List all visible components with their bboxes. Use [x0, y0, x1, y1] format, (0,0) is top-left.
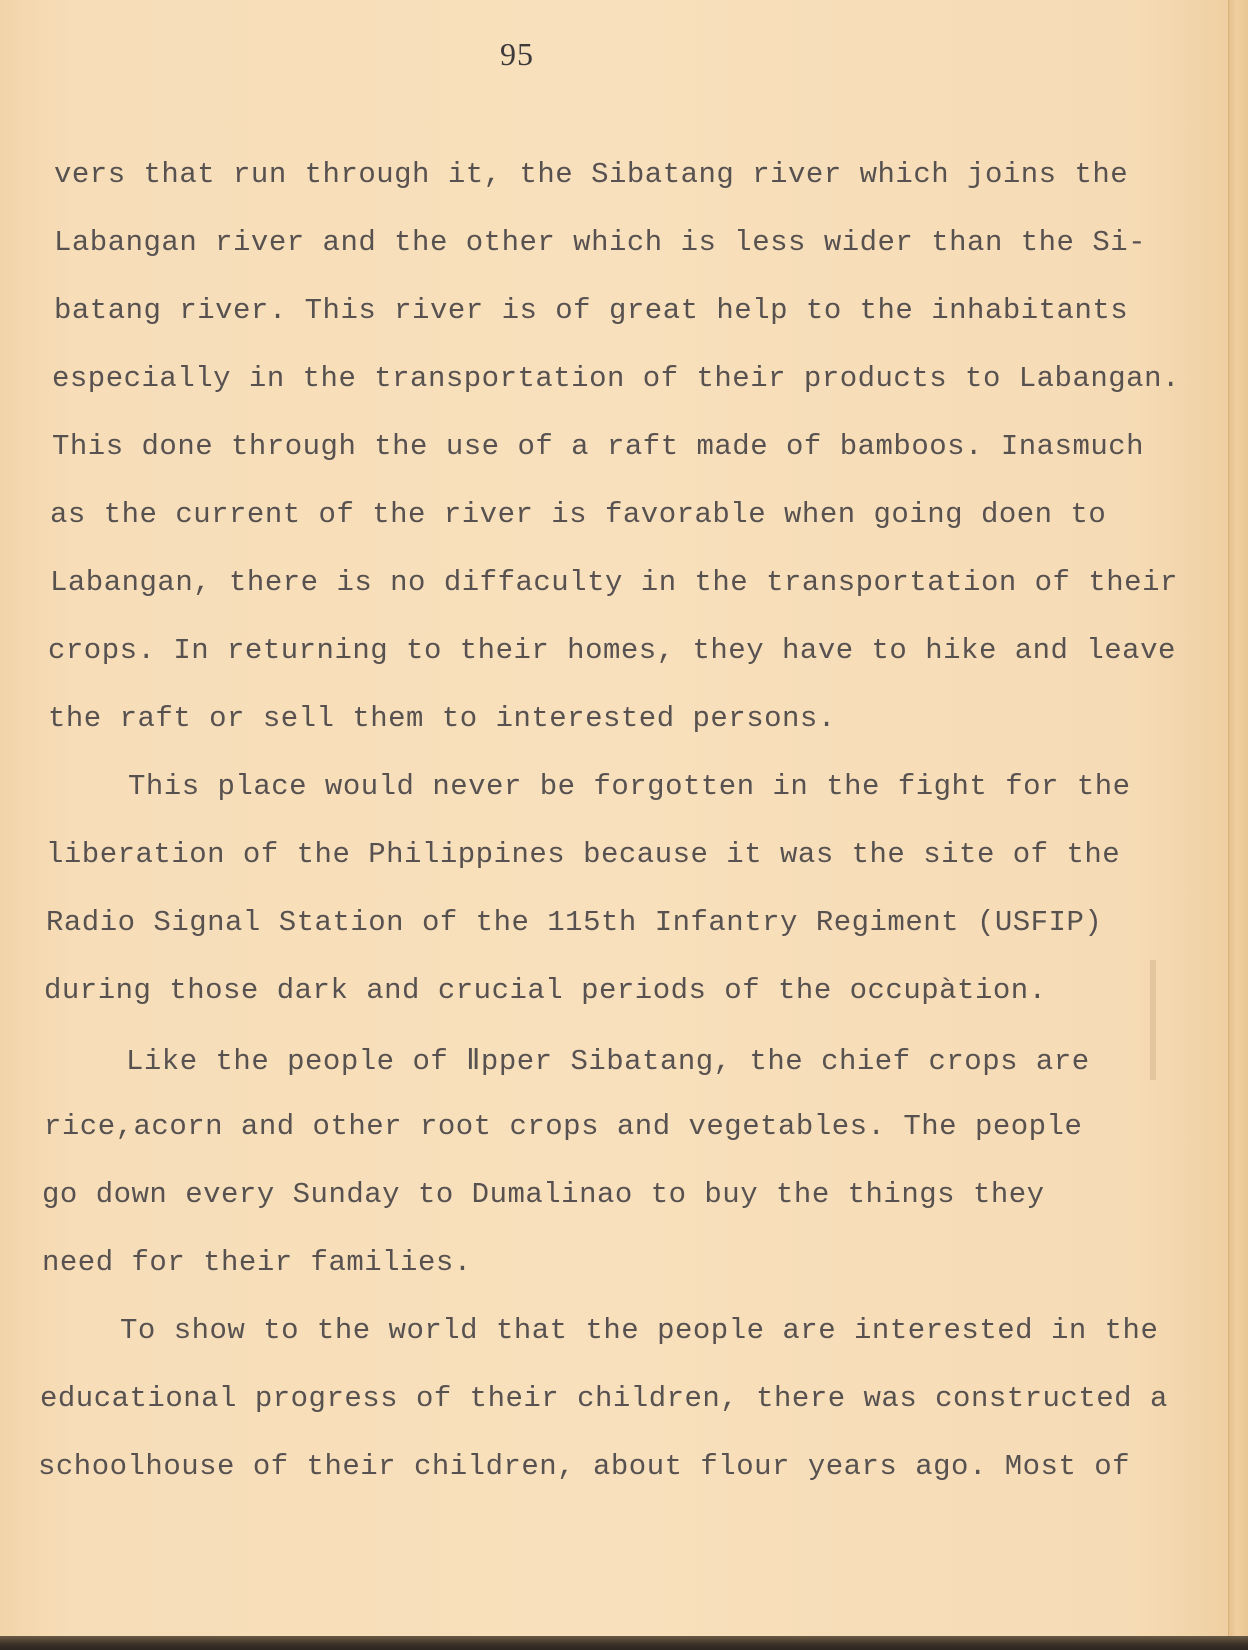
text-line: especially in the transportation of their products to Labangan. — [52, 362, 1180, 395]
text-line: rice,acorn and other root crops and vegetables. The people — [44, 1110, 1083, 1143]
text-line: educational progress of their children, there was constructed a — [40, 1382, 1168, 1415]
text-line: crops. In returning to their homes, they have to hike and leave — [48, 634, 1176, 667]
page-bottom-edge — [0, 1636, 1248, 1650]
text-line: as the current of the river is favorable when going doen to — [50, 498, 1107, 531]
text-line: This done through the use of a raft made of bamboos. Inasmuch — [52, 430, 1145, 463]
paper-smudge — [1150, 960, 1156, 1080]
text-line: liberation of the Philippines because it was the site of the — [46, 838, 1121, 871]
page-binding-edge — [1228, 0, 1248, 1650]
text-line: vers that run through it, the Sibatang river which joins the — [54, 158, 1129, 191]
text-line: To show to the world that the people are interested in the — [120, 1314, 1159, 1347]
text-line: Like the people of Ⅱpper Sibatang, the chief crops are — [126, 1045, 1090, 1078]
text-line: Labangan river and the other which is less wider than the Si- — [54, 226, 1147, 259]
text-line: schoolhouse of their children, about flour years ago. Most of — [38, 1450, 1131, 1483]
text-line: need for their families. — [42, 1246, 472, 1279]
text-line: go down every Sunday to Dumalinao to buy the things they — [42, 1178, 1045, 1211]
text-line: batang river. This river is of great help to the inhabitants — [54, 294, 1129, 327]
text-line: Radio Signal Station of the 115th Infantry Regiment (USFIP) — [46, 906, 1103, 939]
text-line: during those dark and crucial periods of the occupàtion. — [44, 974, 1047, 1007]
page-number: 95 — [500, 36, 534, 72]
text-line: the raft or sell them to interested persons. — [48, 702, 836, 735]
text-line: Labangan, there is no diffaculty in the transportation of their — [50, 566, 1178, 599]
text-line: This place would never be forgotten in the fight for the — [128, 770, 1131, 803]
